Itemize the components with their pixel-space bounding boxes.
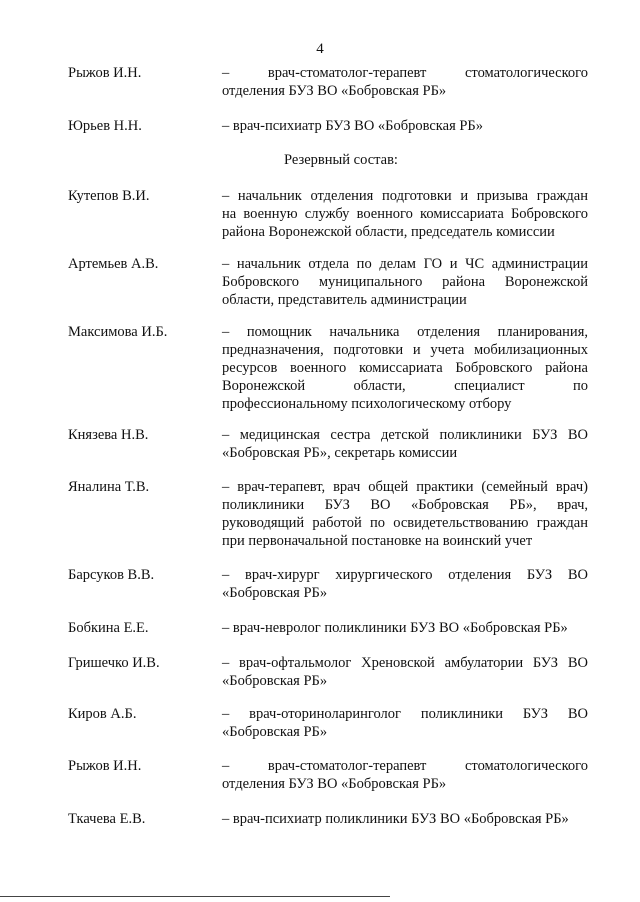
role-line: – врач-психиатр БУЗ ВО «Бобровская РБ» xyxy=(222,118,484,134)
role-line: руководящий работой по освидетельствованию граждан xyxy=(222,515,588,531)
role-line: – начальник отдела по делам ГО и ЧС администрации xyxy=(222,256,588,272)
role-line: – врач-хирург хирургического отделения БУЗ ВО xyxy=(222,567,588,583)
role-line: «Бобровская РБ» xyxy=(222,585,328,601)
role-line: – помощник начальника отделения планирования, xyxy=(222,324,588,340)
role-line: отделения БУЗ ВО «Бобровская РБ» xyxy=(222,83,447,99)
person-name: Рыжов И.Н. xyxy=(68,758,142,774)
person-name: Яналина Т.В. xyxy=(68,479,150,495)
person-name: Киров А.Б. xyxy=(68,706,137,722)
person-role xyxy=(222,255,588,309)
person-role xyxy=(222,426,588,462)
footer-divider xyxy=(0,896,390,897)
person-role xyxy=(222,323,588,413)
role-line: при первоначальной постановке на воинский учет xyxy=(222,533,533,549)
person-role xyxy=(222,117,588,135)
role-line: района Воронежской области, председатель комиссии xyxy=(222,224,555,240)
person-name: Князева Н.В. xyxy=(68,427,149,443)
person-name: Артемьев А.В. xyxy=(68,256,159,272)
role-line: поликлиники БУЗ ВО «Бобровская РБ», врач, xyxy=(222,497,588,513)
role-line: области, представитель администрации xyxy=(222,292,467,308)
role-line: – врач-терапевт, врач общей практики (семейный врач) xyxy=(222,479,588,495)
role-line: – врач-невролог поликлиники БУЗ ВО «Бобровская РБ» xyxy=(222,620,568,636)
role-line: на военную службу военного комиссариата Бобровского xyxy=(222,206,588,222)
role-line: – врач-офтальмолог Хреновской амбулатории БУЗ ВО xyxy=(222,655,588,671)
page-number: 4 xyxy=(316,41,324,57)
person-name: Барсуков В.В. xyxy=(68,567,155,583)
role-line: «Бобровская РБ» xyxy=(222,673,328,689)
person-role xyxy=(222,705,588,741)
role-line: – врач-психиатр поликлиники БУЗ ВО «Бобровская РБ» xyxy=(222,811,569,827)
role-line: – медицинская сестра детской поликлиники БУЗ ВО xyxy=(222,427,588,443)
person-name: Ткачева Е.В. xyxy=(68,811,146,827)
person-role xyxy=(222,566,588,602)
person-role xyxy=(222,654,588,690)
role-line: «Бобровская РБ» xyxy=(222,724,328,740)
person-name: Рыжов И.Н. xyxy=(68,65,142,81)
role-line: профессиональному психологическому отбору xyxy=(222,396,512,412)
role-line: – начальник отделения подготовки и призыва граждан xyxy=(222,188,588,204)
role-line: – врач-стоматолог-терапевт стоматологического xyxy=(222,758,588,774)
person-name: Бобкина Е.Е. xyxy=(68,620,149,636)
person-role xyxy=(222,187,588,241)
role-line: – врач-оториноларинголог поликлиники БУЗ ВО xyxy=(222,706,588,722)
person-role xyxy=(222,619,588,637)
person-name: Максимова И.Б. xyxy=(68,324,168,340)
role-line: ресурсов военного комиссариата Бобровского района xyxy=(222,360,588,376)
role-line: отделения БУЗ ВО «Бобровская РБ» xyxy=(222,776,447,792)
person-role xyxy=(222,64,588,100)
person-name: Юрьев Н.Н. xyxy=(68,118,142,134)
role-line: «Бобровская РБ», секретарь комиссии xyxy=(222,445,458,461)
person-role xyxy=(222,478,588,550)
role-line: Бобровского муниципального района Воронежской xyxy=(222,274,588,290)
section-title: Резервный состав: xyxy=(284,152,398,168)
role-line: Воронежской области, специалист по xyxy=(222,378,588,394)
person-name: Кутепов В.И. xyxy=(68,188,150,204)
person-name: Гришечко И.В. xyxy=(68,655,160,671)
role-line: предназначения, подготовки и учета мобилизационных xyxy=(222,342,588,358)
person-role xyxy=(222,810,588,828)
role-line: – врач-стоматолог-терапевт стоматологического xyxy=(222,65,588,81)
person-role xyxy=(222,757,588,793)
